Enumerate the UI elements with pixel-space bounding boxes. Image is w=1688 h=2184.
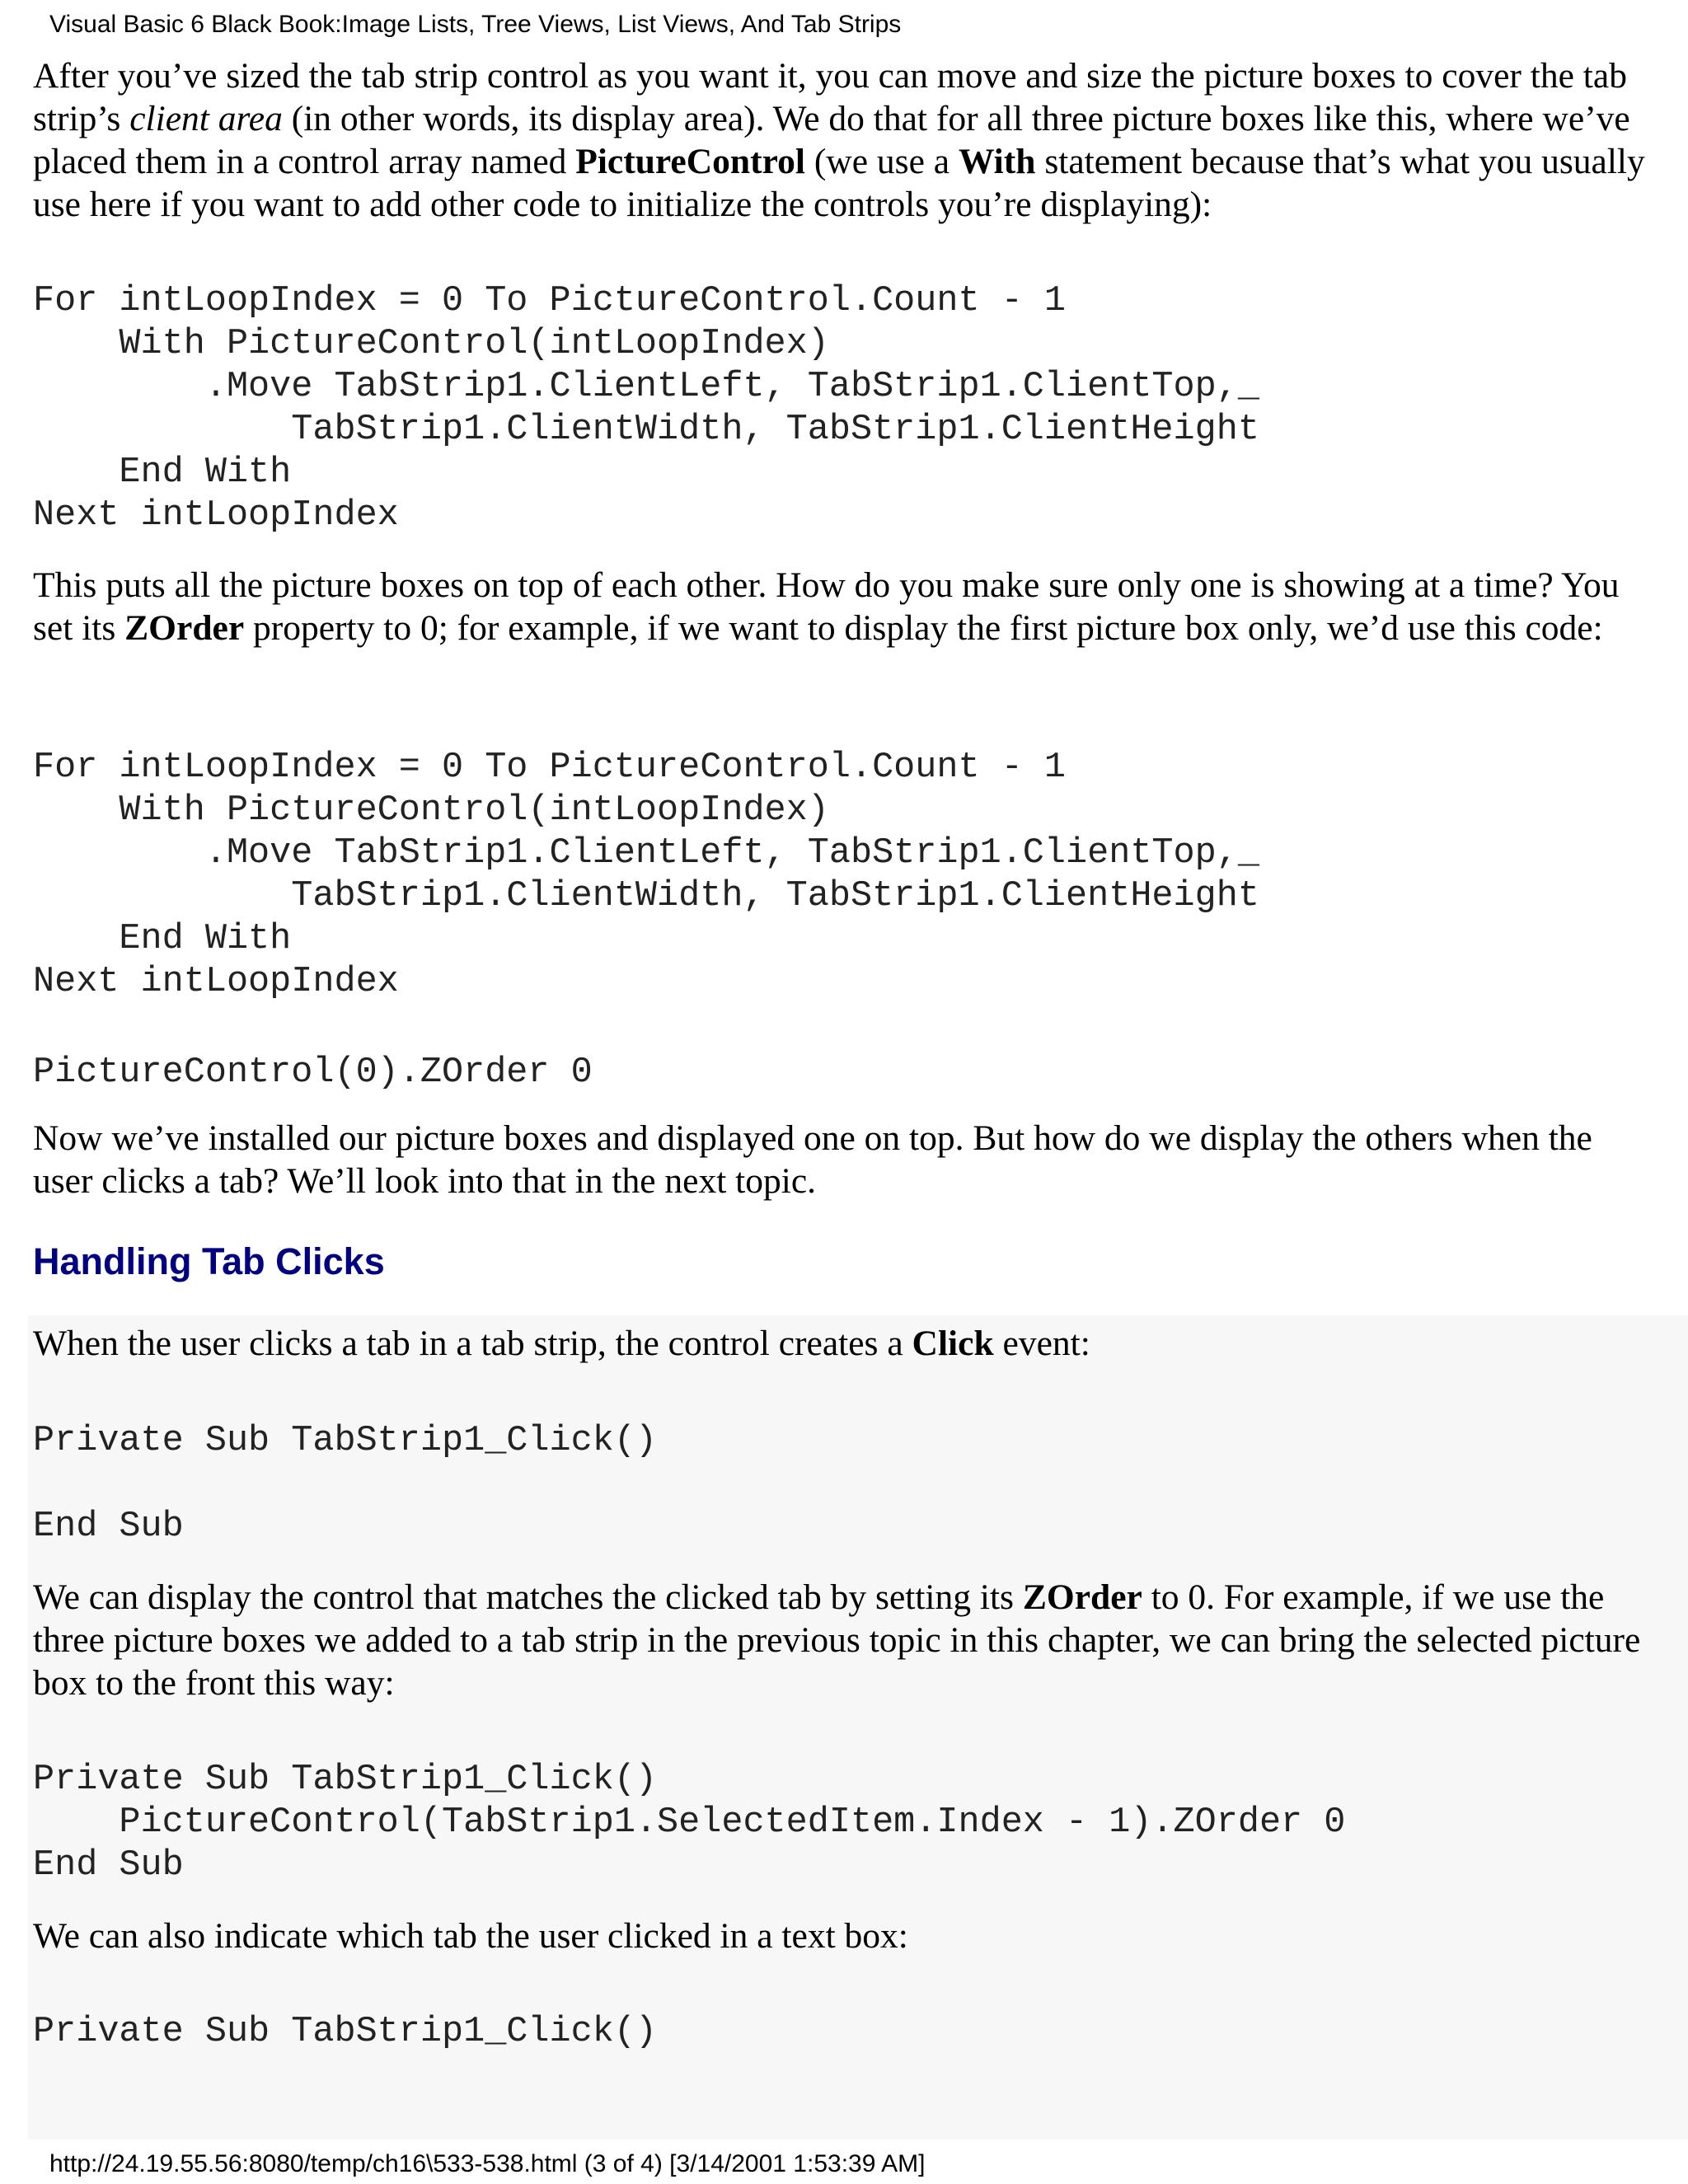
code-block-move-loop: For intLoopIndex = 0 To PictureControl.Count - 1 With PictureControl(intLoopIndex) .Move TabStrip1.ClientLeft, TabStrip1.ClientTop,_ TabStrip1.ClientWidth, TabStrip1.ClientHeight End With Next intLoopIndex xyxy=(33,281,1259,536)
section-heading: Handling Tab Clicks xyxy=(33,1240,385,1282)
intro-text-1: After you’ve sized the tab strip control as you want it, you can move and size the picture boxes to cover the tab strip’s xyxy=(33,56,1627,138)
installed-paragraph xyxy=(33,1117,1661,1202)
zorder-paragraph xyxy=(33,564,1661,649)
client-area-term: client area xyxy=(129,99,283,138)
zorder-text-2: property to 0; for example, if we want to display the first picture box only, we’d use this code: xyxy=(244,608,1603,648)
code-block-click-zorder: Private Sub TabStrip1_Click() PictureControl(TabStrip1.SelectedItem.Index - 1).ZOrder 0 End Sub xyxy=(33,1760,1346,1886)
zorder-term-2: ZOrder xyxy=(1022,1577,1142,1617)
intro-text-2: (in other words, its display area). We do that for all three picture boxes like this, where we’ve placed them in a control array named xyxy=(33,99,1630,181)
textbox-paragraph xyxy=(33,1915,1661,1957)
click-text-1: When the user clicks a tab in a tab strip, the control creates a xyxy=(33,1324,912,1363)
click-text-2: event: xyxy=(993,1324,1090,1363)
page-footer-url: http://24.19.55.56:8080/temp/ch16\533-538.html (3 of 4) [3/14/2001 1:53:39 AM] xyxy=(49,2150,926,2177)
code-block-empty-click-handler: Private Sub TabStrip1_Click() End Sub xyxy=(33,1421,658,1547)
code-block-zorder-call: PictureControl(0).ZOrder 0 xyxy=(33,1052,593,1093)
bring-front-paragraph xyxy=(33,1576,1661,1704)
intro-text-4: statement because that’s what you usually use here if you want to add other code to initialize the controls you’re displaying): xyxy=(33,142,1645,224)
code-block-click-textbox: Private Sub TabStrip1_Click() xyxy=(33,2012,658,2052)
textbox-text: We can also indicate which tab the user clicked in a text box: xyxy=(33,1916,908,1956)
click-event-paragraph xyxy=(33,1322,1661,1365)
click-term: Click xyxy=(912,1324,994,1363)
zorder-text-1: This puts all the picture boxes on top of each other. How do you make sure only one is showing at a time? You set its xyxy=(33,565,1620,648)
bring-front-text-2: to 0. For example, if we use the three picture boxes we added to a tab strip in the previous topic in this chapter, we can bring the selected picture box to the front this way: xyxy=(33,1577,1641,1703)
page-header: Visual Basic 6 Black Book:Image Lists, Tree Views, List Views, And Tab Strips xyxy=(49,11,902,38)
intro-text-3: (we use a xyxy=(804,142,959,181)
bring-front-text-1: We can display the control that matches the clicked tab by setting its xyxy=(33,1577,1023,1617)
with-term: With xyxy=(958,142,1036,181)
installed-text: Now we’ve installed our picture boxes and displayed one on top. But how do we display the others when the user clicks a tab? We’ll look into that in the next topic. xyxy=(33,1118,1592,1201)
picturecontrol-term: PictureControl xyxy=(575,142,805,181)
code-block-move-loop-repeat: For intLoopIndex = 0 To PictureControl.Count - 1 With PictureControl(intLoopIndex) .Move TabStrip1.ClientLeft, TabStrip1.ClientTop,_ TabStrip1.ClientWidth, TabStrip1.ClientHeight End With Next intLoopIndex xyxy=(33,748,1259,1002)
zorder-term: ZOrder xyxy=(124,608,245,648)
intro-paragraph xyxy=(33,54,1661,226)
